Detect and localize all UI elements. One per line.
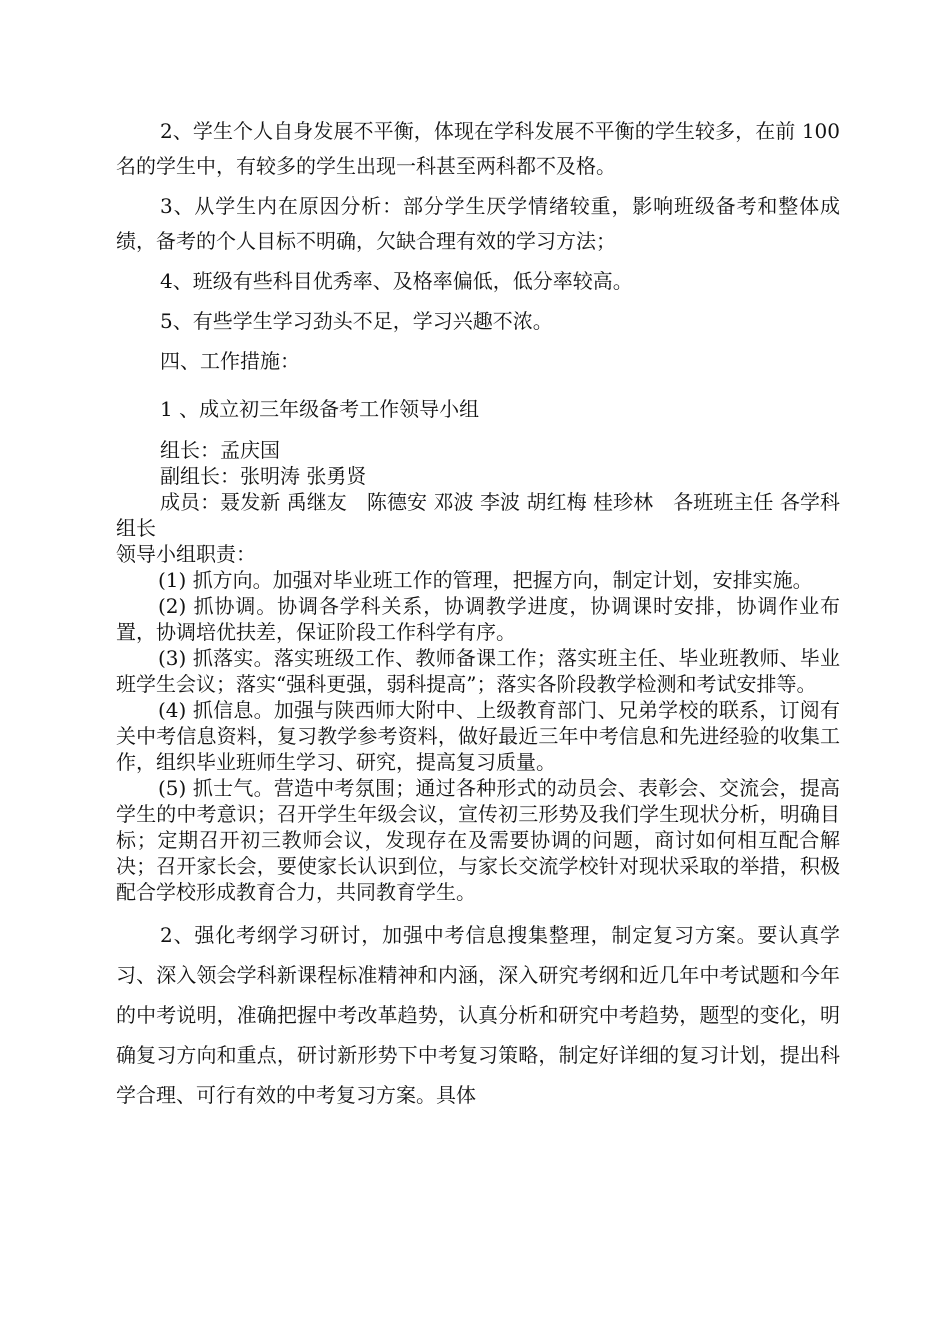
duty-item-morale: (5) 抓士气。营造中考氛围；通过各种形式的动员会、表彰会、交流会，提高学生的中考意识；召开学生年级会议，宣传初三形势及我们学生现状分析，明确目标；定期召开初三教师会议，发现存在及需要协调的问题，商讨如何相互配合解决；召开家长会，要使家长认识到位，与家长交流学校针对现状采取的举措，积极配合学校形成教育合力，共同教育学生。 (116, 776, 840, 904)
duty-item-direction: (1) 抓方向。加强对毕业班工作的管理，把握方向，制定计划，安排实施。 (158, 568, 813, 592)
problems-section (116, 114, 840, 339)
leadership-group (116, 437, 840, 905)
group-leader: 组长：孟庆国 (160, 438, 280, 462)
problem-item-3: 3、从学生内在原因分析：部分学生厌学情绪较重，影响班级备考和整体成绩，备考的个人目标不明确，欠缺合理有效的学习方法； (116, 194, 840, 253)
exam-research-section (116, 915, 840, 1115)
problem-item-2: 2、学生个人自身发展不平衡，体现在学科发展不平衡的学生较多，在前 100 名的学生中，有较多的学生出现一科甚至两科都不及格。 (116, 119, 840, 178)
group-vice-leader: 副组长：张明涛 张勇贤 (160, 464, 367, 488)
exam-research-paragraph: 2、强化考纲学习研讨，加强中考信息搜集整理，制定复习方案。要认真学习、深入领会学科新课程标准精神和内涵，深入研究考纲和近几年中考试题和今年的中考说明，准确把握中考改革趋势，认真分析和研究中考趋势，题型的变化，明确复习方向和重点，研讨新形势下中考复习策略，制定好详细的复习计划，提出科学合理、可行有效的中考复习方案。具体 (116, 923, 840, 1107)
duty-item-implementation: (3) 抓落实。落实班级工作、教师备课工作；落实班主任、毕业班教师、毕业班学生会议；落实“强科更强，弱科提高”；落实各阶段教学检测和考试安排等。 (116, 646, 840, 696)
duty-item-information: (4) 抓信息。加强与陕西师大附中、上级教育部门、兄弟学校的联系，订阅有关中考信息资料，复习教学参考资料，做好最近三年中考信息和先进经验的收集工作，组织毕业班师生学习、研究，提高复习质量。 (116, 698, 840, 774)
leadership-group-heading: 1 、成立初三年级备考工作领导小组 (160, 397, 480, 421)
problem-item-4: 4、班级有些科目优秀率、及格率偏低，低分率较高。 (160, 269, 633, 293)
section-heading-measures: 四、工作措施： (160, 349, 300, 373)
group-duties-title: 领导小组职责： (116, 542, 256, 566)
problem-item-5: 5、有些学生学习劲头不足，学习兴趣不浓。 (160, 309, 553, 333)
group-members: 成员：聂发新 禹继友 陈德安 邓波 李波 胡红梅 桂珍林 各班班主任 各学科组长 (116, 490, 840, 540)
document-page (116, 114, 840, 1115)
duty-item-coordination: (2) 抓协调。协调各学科关系，协调教学进度，协调课时安排，协调作业布置，协调培优扶差，保证阶段工作科学有序。 (116, 594, 840, 644)
